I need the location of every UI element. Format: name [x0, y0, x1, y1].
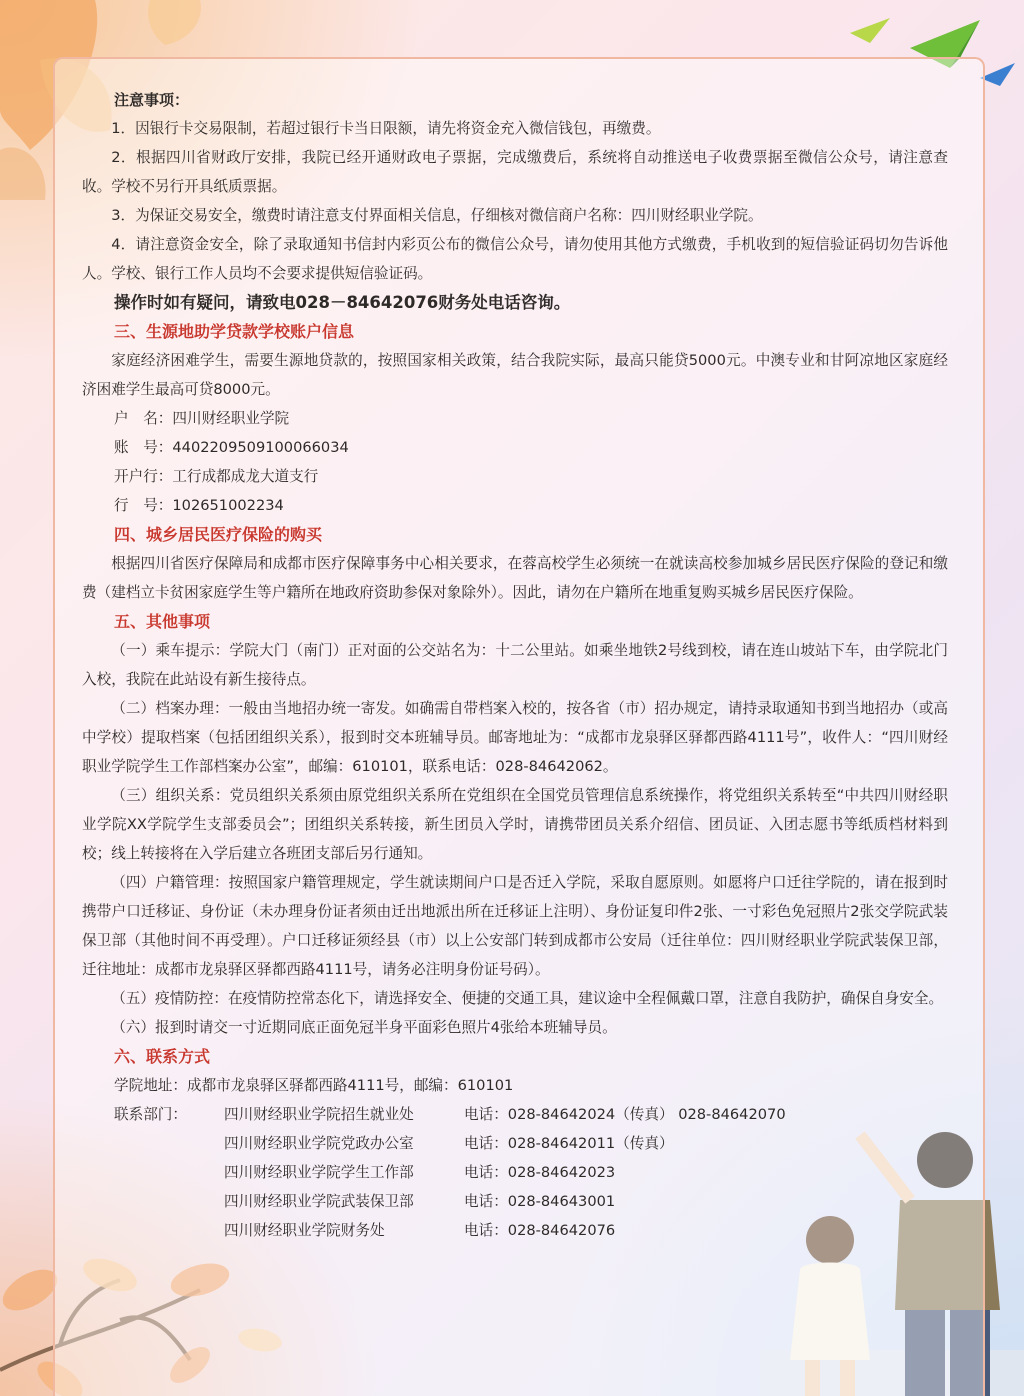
other-item: （五）疫情防控：在疫情防控常态化下，请选择安全、便捷的交通工具，建议途中全程佩戴口罩，注意自我防护，确保自身安全。 [111, 990, 944, 1007]
contact-row [82, 1216, 948, 1245]
contact-row [82, 1158, 948, 1187]
contact-dept: 四川财经职业学院武装保卫部 [224, 1193, 414, 1210]
contact-row [82, 1187, 948, 1216]
contact-dept: 四川财经职业学院党政办公室 [224, 1135, 414, 1152]
contact-phone: 电话：028-84643001 [464, 1193, 616, 1210]
section-title-contact: 六、联系方式 [114, 1047, 211, 1066]
loan-account-name: 户 名：四川财经职业学院 [114, 410, 290, 427]
insurance-text: 根据四川省医疗保障局和成都市医疗保障事务中心相关要求，在蓉高校学生必须统一在就读高校参加城乡居民医疗保险的登记和缴费（建档立卡贫困家庭学生等户籍所在地政府资助参保对象除外）。因此，请勿在户籍所在地重复购买城乡居民医疗保险。 [82, 555, 948, 601]
contact-label [82, 1129, 224, 1158]
document-body [82, 86, 948, 1245]
notice-item: 3．为保证交易安全，缴费时请注意支付界面相关信息，仔细核对微信商户名称：四川财经职业学院。 [111, 207, 763, 224]
notice-heading: 注意事项： [114, 91, 190, 109]
contact-dept: 四川财经职业学院招生就业处 [224, 1106, 414, 1123]
notice-item: 2．根据四川省财政厅安排，我院已经开通财政电子票据，完成缴费后，系统将自动推送电子收费票据至微信公众号，请注意查收。学校不另行开具纸质票据。 [82, 149, 948, 195]
contact-label: 联系部门： [114, 1106, 187, 1123]
other-item: （四）户籍管理：按照国家户籍管理规定，学生就读期间户口是否迁入学院，采取自愿原则。如愿将户口迁往学院的，请在报到时携带户口迁移证、身份证（未办理身份证者须由迁出地派出所在迁移证上注明）、身份证复印件2张、一寸彩色免冠照片2张交学院武装保卫部（其他时间不再受理）。户口迁移证须经县（市）以上公安部门转到成都市公安局（迁往单位：四川财经职业学院武装保卫部，迁往地址：成都市龙泉驿区驿都西路4111号，请务必注明身份证号码）。 [82, 874, 948, 978]
school-address: 学院地址：成都市龙泉驿区驿都西路4111号，邮编：610101 [114, 1077, 514, 1094]
contact-dept: 四川财经职业学院财务处 [224, 1222, 385, 1239]
loan-bank-number: 行 号：102651002234 [114, 497, 284, 514]
contact-phone: 电话：028-84642076 [464, 1222, 616, 1239]
finance-hotline: 操作时如有疑问，请致电028－84642076财务处电话咨询。 [114, 293, 571, 312]
contact-row [82, 1129, 948, 1158]
other-item: （六）报到时请交一寸近期同底正面免冠半身平面彩色照片4张给本班辅导员。 [111, 1019, 617, 1036]
loan-bank: 开户行：工行成都成龙大道支行 [114, 468, 319, 485]
contact-label [82, 1187, 224, 1216]
contact-phone: 电话：028-84642024（传真） 028-84642070 [464, 1106, 786, 1123]
loan-text: 家庭经济困难学生，需要生源地贷款的，按照国家相关政策，结合我院实际，最高只能贷5000元。中澳专业和甘阿凉地区家庭经济困难学生最高可贷8000元。 [82, 352, 948, 398]
contact-phone: 电话：028-84642011（传真） [464, 1135, 674, 1152]
loan-account-number: 账 号：4402209509100066034 [114, 439, 349, 456]
contact-row [82, 1100, 948, 1129]
section-title-other: 五、其他事项 [114, 612, 211, 631]
section-title-insurance: 四、城乡居民医疗保险的购买 [114, 525, 323, 544]
contact-label [82, 1216, 224, 1245]
contact-label [82, 1158, 224, 1187]
other-item: （一）乘车提示：学院大门（南门）正对面的公交站名为：十二公里站。如乘坐地铁2号线到校，请在连山坡站下车，由学院北门入校，我院在此站设有新生接待点。 [82, 642, 948, 688]
other-item: （二）档案办理：一般由当地招办统一寄发。如确需自带档案入校的，按各省（市）招办规定，请持录取通知书到当地招办（或高中学校）提取档案（包括团组织关系），报到时交本班辅导员。邮寄地址为：“成都市龙泉驿区驿都西路4111号”，收件人：“四川财经职业学院学生工作部档案办公室”，邮编：610101，联系电话：028-84642062。 [82, 700, 948, 775]
section-title-loan: 三、生源地助学贷款学校账户信息 [114, 322, 355, 341]
contact-phone: 电话：028-84642023 [464, 1164, 616, 1181]
other-item: （三）组织关系：党员组织关系须由原党组织关系所在党组织在全国党员管理信息系统操作，将党组织关系转至“中共四川财经职业学院XX学院学生支部委员会”；团组织关系转接，新生团员入学时，请携带团员关系介绍信、团员证、入团志愿书等纸质档材料到校；线上转接将在入学后建立各班团支部后另行通知。 [82, 787, 948, 862]
contact-dept: 四川财经职业学院学生工作部 [224, 1164, 414, 1181]
notice-item: 1．因银行卡交易限制，若超过银行卡当日限额，请先将资金充入微信钱包，再缴费。 [111, 120, 661, 137]
notice-item: 4．请注意资金安全，除了录取通知书信封内彩页公布的微信公众号，请勿使用其他方式缴费，手机收到的短信验证码切勿告诉他人。学校、银行工作人员均不会要求提供短信验证码。 [82, 236, 948, 282]
